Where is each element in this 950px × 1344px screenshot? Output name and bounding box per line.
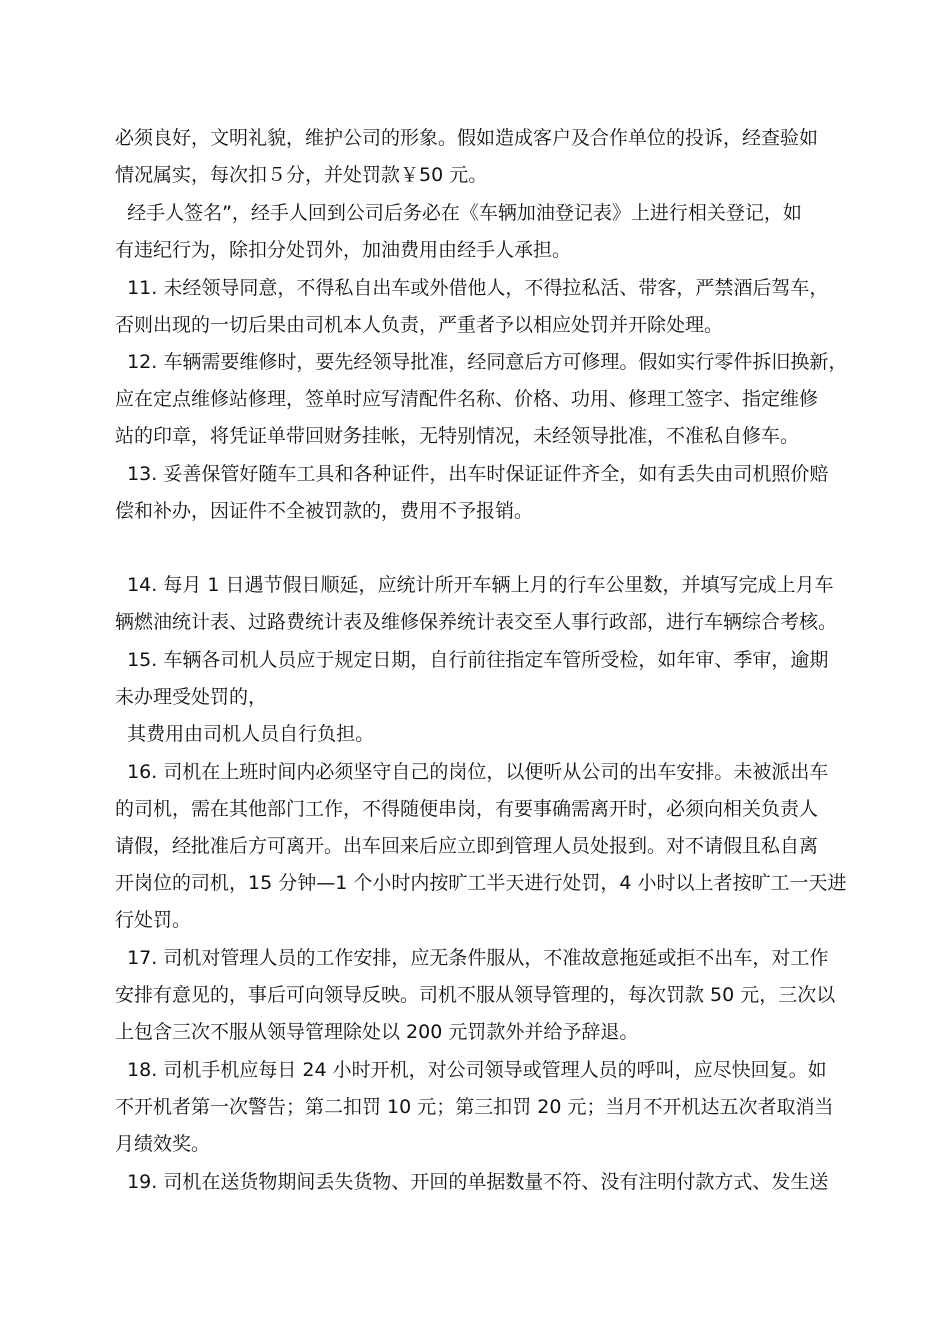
paragraph-rule-16 (115, 754, 850, 939)
paragraph-rule-15 (115, 642, 850, 716)
text-line: 月绩效奖。 (115, 1133, 211, 1155)
text-line: 情况属实，每次扣５分，并处罚款￥50 元。 (115, 164, 488, 186)
text-line: 必须良好，文明礼貌，维护公司的形象。假如造成客户及合作单位的投诉，经查验如 (115, 127, 819, 149)
text-line: 否则出现的一切后果由司机本人负责，严重者予以相应处罚并开除处理。 (115, 314, 724, 336)
text-line: 13. 妥善保管好随车工具和各种证件，出车时保证证件齐全，如有丢失由司机照价赔 (115, 463, 829, 485)
text-line: 17. 司机对管理人员的工作安排，应无条件服从，不准故意拖延或拒不出车，对工作 (115, 947, 829, 969)
text-line: 14. 每月 1 日遇节假日顺延，应统计所开车辆上月的行车公里数，并填写完成上月车 (115, 574, 834, 596)
text-line: 辆燃油统计表、过路费统计表及维修保养统计表交至人事行政部，进行车辆综合考核。 (115, 611, 838, 633)
text-line: 12. 车辆需要维修时，要先经领导批准，经同意后方可修理。假如实行零件拆旧换新， (115, 351, 848, 373)
text-line: 开岗位的司机，15 分钟—1 个小时内按旷工半天进行处罚，4 小时以上者按旷工一天进 (115, 872, 847, 894)
text-line: 偿和补办，因证件不全被罚款的，费用不予报销。 (115, 500, 534, 522)
text-line: 上包含三次不服从领导管理除处以 200 元罚款外并给予辞退。 (115, 1021, 639, 1043)
paragraph-rule-11 (115, 270, 850, 344)
text-line: 请假，经批准后方可离开。出车回来后应立即到管理人员处报到。对不请假且私自离 (115, 835, 819, 857)
paragraph-rule-17 (115, 940, 850, 1051)
text-line: 16. 司机在上班时间内必须坚守自己的岗位，以便听从公司的出车安排。未被派出车 (115, 761, 829, 783)
text-line: 站的印章，将凭证单带回财务挂帐，无特别情况，未经领导批准，不准私自修车。 (115, 425, 800, 447)
text-line: 15. 车辆各司机人员应于规定日期，自行前往指定车管所受检，如年审、季审，逾期 (115, 649, 829, 671)
paragraph-rule-12 (115, 344, 850, 455)
text-line: 19. 司机在送货物期间丢失货物、开回的单据数量不符、没有注明付款方式、发生送 (115, 1171, 829, 1193)
text-line: 应在定点维修站修理，签单时应写清配件名称、价格、功用、修理工签字、指定维修 (115, 388, 819, 410)
text-line: 安排有意见的，事后可向领导反映。司机不服从领导管理的，每次罚款 50 元，三次以 (115, 984, 836, 1006)
text-line: 其费用由司机人员自行负担。 (115, 723, 375, 745)
paragraph-service-conduct (115, 120, 850, 194)
paragraph-rule-19 (115, 1164, 850, 1201)
paragraph-fuel-signature (115, 195, 850, 269)
text-line: 不开机者第一次警告；第二扣罚 10 元；第三扣罚 20 元；当月不开机达五次者取消当 (115, 1096, 834, 1118)
text-line: 11. 未经领导同意，不得私自出车或外借他人，不得拉私活、带客，严禁酒后驾车， (115, 277, 829, 299)
paragraph-rule-18 (115, 1052, 850, 1163)
text-line: 经手人签名”，经手人回到公司后务必在《车辆加油登记表》上进行相关登记，如 (115, 202, 802, 224)
paragraph-rule-14 (115, 567, 850, 641)
paragraph-rule-13 (115, 456, 850, 530)
text-line: 有违纪行为，除扣分处罚外，加油费用由经手人承担。 (115, 239, 572, 261)
paragraph-rule-15-continued (115, 716, 850, 753)
text-line: 18. 司机手机应每日 24 小时开机，对公司领导或管理人员的呼叫，应尽快回复。如 (115, 1059, 827, 1081)
text-line: 未办理受处罚的， (115, 686, 268, 708)
text-line: 的司机，需在其他部门工作，不得随便串岗，有要事确需离开时，必须向相关负责人 (115, 798, 819, 820)
text-line: 行处罚。 (115, 909, 192, 931)
